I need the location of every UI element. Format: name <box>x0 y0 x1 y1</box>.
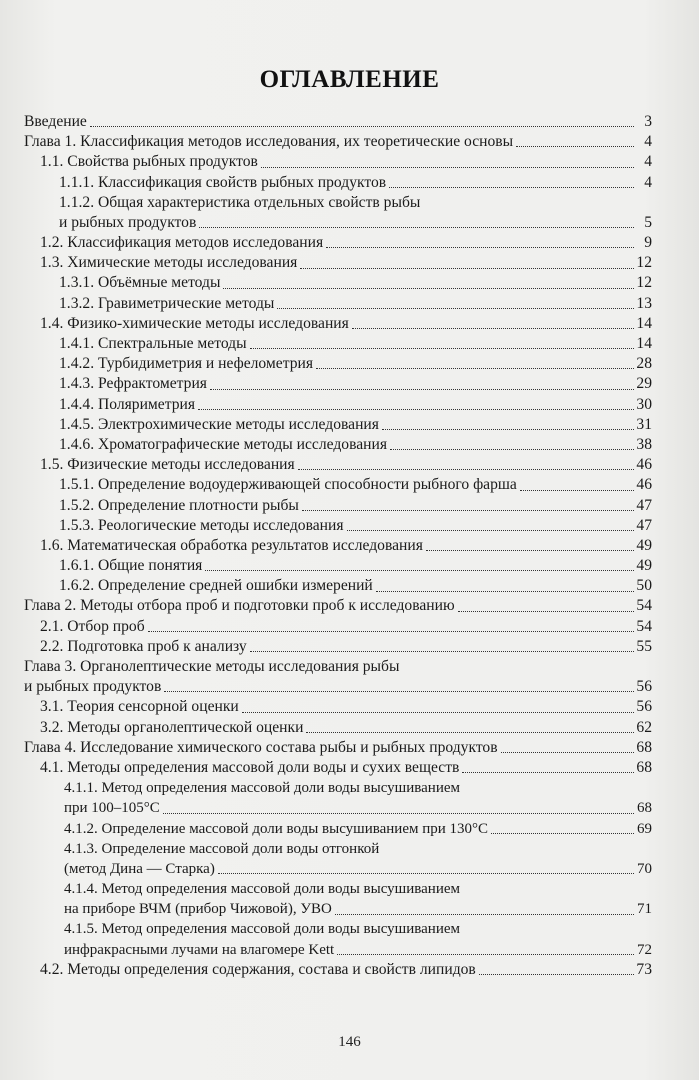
toc-entry-label: 4.1.2. Определение массовой доли воды высушиванием при 130°С <box>64 820 489 837</box>
toc-entry-label: 4.2. Методы определения содержания, состава и свойств липидов <box>40 960 476 978</box>
dot-leader <box>298 468 634 470</box>
toc-entry <box>24 435 652 455</box>
toc-entry-page: 4 <box>644 173 652 191</box>
toc-entry <box>24 839 652 859</box>
toc-entry-label: 1.5.1. Определение водоудерживающей способности рыбного фарша <box>59 476 517 494</box>
toc-entry-label: 1.1.1. Классификация свойств рыбных продуктов <box>59 173 387 191</box>
toc-entry <box>24 899 652 919</box>
toc-entry-label: 1.4.2. Турбидиметрия и нефелометрия <box>59 355 314 373</box>
toc-entry-label: 2.2. Подготовка проб к анализу <box>40 637 247 655</box>
toc-entry-page: 54 <box>636 617 652 635</box>
table-of-contents <box>24 112 652 980</box>
dot-leader <box>501 751 634 753</box>
toc-entry <box>24 274 652 294</box>
toc-entry-page: 70 <box>637 860 652 877</box>
toc-entry <box>24 496 652 516</box>
toc-entry-label: 1.1.2. Общая характеристика отдельных свойств рыбы <box>59 193 421 211</box>
toc-entry-label: 4.1. Методы определения массовой доли воды и сухих веществ <box>40 758 460 776</box>
toc-entry <box>24 173 652 193</box>
dot-leader <box>223 287 634 289</box>
toc-entry <box>24 395 652 415</box>
toc-entry <box>24 516 652 536</box>
toc-entry <box>24 576 652 596</box>
dot-leader <box>242 711 634 713</box>
toc-entry-label: инфракрасными лучами на влагомере Kett <box>64 941 335 958</box>
dot-leader <box>335 913 634 915</box>
toc-entry-page: 49 <box>636 557 652 575</box>
toc-entry-label: Глава 3. Органолептические методы исследования рыбы <box>24 658 400 676</box>
toc-entry-page: 68 <box>636 738 652 756</box>
toc-entry <box>24 617 652 637</box>
page-number: 146 <box>338 1034 361 1050</box>
dot-leader <box>520 489 634 491</box>
toc-entry-page: 38 <box>636 435 652 453</box>
toc-entry-page: 28 <box>636 355 652 373</box>
toc-entry-page: 47 <box>636 516 652 534</box>
toc-entry <box>24 778 652 798</box>
toc-entry-page: 47 <box>636 496 652 514</box>
dot-leader <box>164 690 634 692</box>
toc-entry-label: 1.3. Химические методы исследования <box>40 254 298 272</box>
toc-entry-page: 71 <box>637 901 652 918</box>
toc-entry <box>24 556 652 576</box>
toc-entry <box>24 536 652 556</box>
dot-leader <box>458 610 634 612</box>
toc-entry-page: 62 <box>636 718 652 736</box>
toc-entry-label: 1.3.2. Гравиметрические методы <box>59 294 275 312</box>
toc-entry-label: 1.5.2. Определение плотности рыбы <box>59 496 299 514</box>
toc-entry-page: 3 <box>644 112 652 130</box>
toc-entry-label: Глава 2. Методы отбора проб и подготовки проб к исследованию <box>24 597 455 615</box>
toc-entry <box>24 940 652 960</box>
toc-entry-page: 68 <box>637 800 652 817</box>
toc-entry <box>24 354 652 374</box>
toc-entry-page: 46 <box>636 456 652 474</box>
toc-entry <box>24 374 652 394</box>
dot-leader <box>198 408 634 410</box>
toc-entry-label: 1.6. Математическая обработка результатов исследования <box>40 536 423 554</box>
toc-entry <box>24 213 652 233</box>
dot-leader <box>376 590 634 592</box>
page-title: ОГЛАВЛЕНИЕ <box>259 66 440 93</box>
toc-entry-label: (метод Дина — Старка) <box>64 860 215 877</box>
dot-leader <box>347 529 634 531</box>
toc-entry-label: при 100–105°С <box>64 800 160 817</box>
toc-entry <box>24 960 652 980</box>
toc-entry-page: 56 <box>636 678 652 696</box>
toc-entry-label: и рыбных продуктов <box>59 213 197 231</box>
dot-leader <box>218 872 634 874</box>
toc-entry <box>24 314 652 334</box>
toc-entry <box>24 112 652 132</box>
toc-entry-page: 30 <box>636 395 652 413</box>
toc-entry-label: 1.6.2. Определение средней ошибки измерений <box>59 577 373 595</box>
dot-leader <box>316 367 634 369</box>
toc-entry-page: 69 <box>637 820 652 837</box>
toc-entry-page: 54 <box>636 597 652 615</box>
toc-entry <box>24 758 652 778</box>
dot-leader <box>326 246 634 248</box>
dot-leader <box>300 267 634 269</box>
toc-entry <box>24 597 652 617</box>
toc-entry-label: 4.1.4. Метод определения массовой доли воды высушиванием <box>64 881 460 898</box>
toc-entry <box>24 152 652 172</box>
toc-entry-label: 1.4.5. Электрохимические методы исследования <box>59 415 379 433</box>
toc-entry-page: 13 <box>636 294 652 312</box>
toc-entry-page: 55 <box>636 637 652 655</box>
toc-entry <box>24 637 652 657</box>
toc-entry <box>24 718 652 738</box>
dot-leader <box>306 731 634 733</box>
toc-entry <box>24 294 652 314</box>
toc-entry-page: 56 <box>636 698 652 716</box>
dot-leader <box>426 549 634 551</box>
toc-entry-label: 1.5. Физические методы исследования <box>40 456 295 474</box>
toc-entry <box>24 798 652 818</box>
toc-entry-page: 5 <box>644 213 652 231</box>
toc-entry-page: 29 <box>636 375 652 393</box>
toc-entry-page: 14 <box>636 335 652 353</box>
toc-entry-page: 49 <box>636 536 652 554</box>
dot-leader <box>516 145 634 147</box>
dot-leader <box>352 327 634 329</box>
dot-leader <box>382 428 634 430</box>
dot-leader <box>277 307 634 309</box>
toc-entry-label: 4.1.5. Метод определения массовой доли воды высушиванием <box>64 921 460 938</box>
toc-entry-label: 1.4. Физико-химические методы исследования <box>40 314 349 332</box>
toc-entry-page: 9 <box>644 234 652 252</box>
toc-entry-label: 1.5.3. Реологические методы исследования <box>59 516 344 534</box>
toc-entry-label: 1.4.3. Рефрактометрия <box>59 375 207 393</box>
dot-leader <box>250 347 634 349</box>
toc-entry-label: 1.1. Свойства рыбных продуктов <box>40 153 258 171</box>
toc-entry-label: 3.1. Теория сенсорной оценки <box>40 698 239 716</box>
toc-entry <box>24 920 652 940</box>
toc-entry-label: Введение <box>24 112 87 130</box>
toc-entry-label: 1.3.1. Объёмные методы <box>59 274 221 292</box>
dot-leader <box>389 186 634 188</box>
toc-entry <box>24 132 652 152</box>
dot-leader <box>261 166 634 168</box>
toc-entry-page: 12 <box>636 254 652 272</box>
toc-entry-page: 72 <box>637 941 652 958</box>
toc-entry <box>24 819 652 839</box>
dot-leader <box>163 812 634 814</box>
toc-entry-page: 12 <box>636 274 652 292</box>
toc-entry <box>24 677 652 697</box>
dot-leader <box>250 650 634 652</box>
dot-leader <box>148 630 634 632</box>
toc-entry-label: 4.1.1. Метод определения массовой доли воды высушиванием <box>64 780 460 797</box>
toc-entry <box>24 233 652 253</box>
toc-entry-label: 3.2. Методы органолептической оценки <box>40 718 304 736</box>
toc-entry <box>24 253 652 273</box>
toc-entry-page: 73 <box>636 960 652 978</box>
dot-leader <box>390 448 634 450</box>
toc-entry <box>24 697 652 717</box>
toc-entry-page: 46 <box>636 476 652 494</box>
toc-entry-label: на приборе ВЧМ (прибор Чижовой), УВО <box>64 901 332 918</box>
toc-entry-label: 4.1.3. Определение массовой доли воды отгонкой <box>64 840 380 857</box>
dot-leader <box>199 226 634 228</box>
dot-leader <box>337 953 634 955</box>
toc-entry-page: 4 <box>644 153 652 171</box>
toc-entry-label: 2.1. Отбор проб <box>40 617 145 635</box>
toc-entry <box>24 738 652 758</box>
dot-leader <box>491 832 634 834</box>
dot-leader <box>462 771 634 773</box>
dot-leader <box>479 973 634 975</box>
toc-entry <box>24 193 652 213</box>
toc-entry-page: 50 <box>636 577 652 595</box>
toc-entry-page: 14 <box>636 314 652 332</box>
toc-entry-label: 1.2. Классификация методов исследования <box>40 234 324 252</box>
toc-entry-label: 1.4.1. Спектральные методы <box>59 335 247 353</box>
dot-leader <box>90 125 634 127</box>
toc-entry-page: 31 <box>636 415 652 433</box>
toc-entry <box>24 859 652 879</box>
dot-leader <box>302 509 634 511</box>
toc-entry-page: 4 <box>644 133 652 151</box>
toc-entry <box>24 334 652 354</box>
toc-entry-label: и рыбных продуктов <box>24 678 162 696</box>
toc-entry <box>24 455 652 475</box>
toc-entry <box>24 879 652 899</box>
toc-entry-label: 1.4.4. Поляриметрия <box>59 395 196 413</box>
dot-leader <box>210 388 634 390</box>
dot-leader <box>205 569 634 571</box>
toc-entry <box>24 657 652 677</box>
toc-entry-label: Глава 4. Исследование химического состава рыбы и рыбных продуктов <box>24 738 498 756</box>
toc-entry-page: 68 <box>636 758 652 776</box>
toc-entry <box>24 475 652 495</box>
toc-entry-label: 1.6.1. Общие понятия <box>59 557 203 575</box>
toc-entry-label: Глава 1. Классификация методов исследования, их теоретические основы <box>24 133 514 151</box>
toc-entry <box>24 415 652 435</box>
toc-entry-label: 1.4.6. Хроматографические методы исследования <box>59 435 388 453</box>
